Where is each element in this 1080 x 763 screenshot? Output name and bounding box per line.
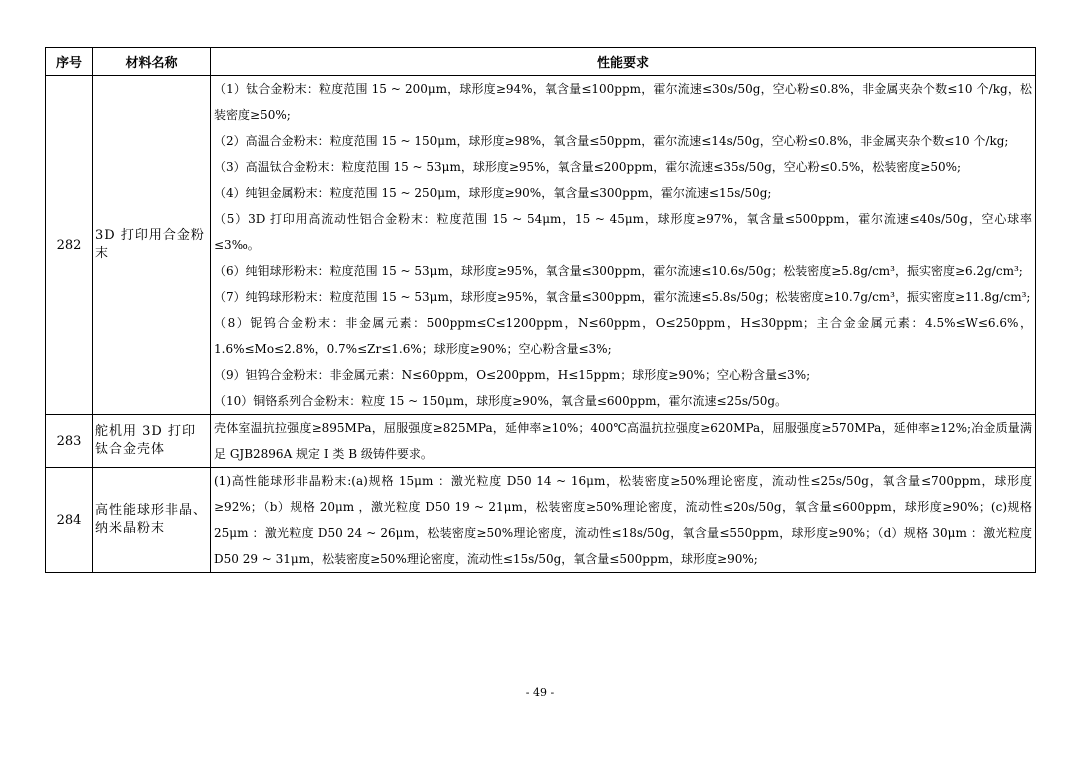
requirements-cell xyxy=(211,468,1036,573)
requirement-item: （5）3D 打印用高流动性铝合金粉末：粒度范围 15 ~ 54μm，15 ~ 45μm，球形度≥97%，氧含量≤500ppm，霍尔流速≤40s/50g，空心球率≤3‰。 xyxy=(214,212,1032,252)
header-no: 序号 xyxy=(46,48,93,76)
requirement-item: （9）钽钨合金粉末：非金属元素：N≤60ppm，O≤200ppm，H≤15ppm；球形度≥90%；空心粉含量≤3%; xyxy=(214,368,811,382)
requirement-item: （10）铜铬系列合金粉末：粒度 15 ~ 150μm，球形度≥90%，氧含量≤600ppm，霍尔流速≤25s/50g。 xyxy=(214,394,788,408)
requirement-item: （1）钛合金粉末：粒度范围 15 ~ 200μm，球形度≥94%，氧含量≤100ppm，霍尔流速≤30s/50g，空心粉≤0.8%，非金属夹杂个数≤10 个/kg，松装密度≥50%; xyxy=(214,82,1032,122)
row-number: 284 xyxy=(46,468,93,573)
header-material-name: 材料名称 xyxy=(93,48,211,76)
requirements-cell xyxy=(211,76,1036,415)
requirement-item: 壳体室温抗拉强度≥895MPa，屈服强度≥825MPa，延伸率≥10%；400℃高温抗拉强度≥620MPa，屈服强度≥570MPa，延伸率≥12%;冶金质量满足 GJB2896A 规定 I 类 B 级铸件要求。 xyxy=(214,421,1032,461)
material-name: 舵机用 3D 打印钛合金壳体 xyxy=(93,415,211,468)
requirement-item: (1)高性能球形非晶粉末:(a)规格 15μm ：激光粒度 D50 14 ~ 16μm，松装密度≥50%理论密度，流动性≤25s/50g，氧含量≤700ppm，球形度≥92%；（b）规格 20μm ，激光粒度 D50 19 ~ 21μm，松装密度≥50%理论密度，流动性≤20s/50g，氧含量≤600ppm，球形度≥90%；(c)规格 25μm ：激光粒度 D50 24 ~ 26μm，松装密度≥50%理论密度，流动性≤18s/50g，氧含量≤550ppm，球形度≥90%；（d）规格 30μm ：激光粒度 D50 29 ~ 31μm，松装密度≥50%理论密度，流动性≤15s/50g，氧含量≤500ppm，球形度≥90%; xyxy=(214,474,1032,566)
table-row-282 xyxy=(46,76,1036,415)
requirement-item: （6）纯钼球形粉末：粒度范围 15 ~ 53μm，球形度≥95%，氧含量≤300ppm，霍尔流速≤10.6s/50g；松装密度≥5.8g/cm³，振实密度≥6.2g/cm³; xyxy=(214,264,1023,278)
row-number: 282 xyxy=(46,76,93,415)
header-requirements: 性能要求 xyxy=(211,48,1036,76)
requirement-item: （2）高温合金粉末：粒度范围 15 ~ 150μm，球形度≥98%，氧含量≤50ppm，霍尔流速≤14s/50g，空心粉≤0.8%，非金属夹杂个数≤10 个/kg; xyxy=(214,134,1009,148)
requirements-cell xyxy=(211,415,1036,468)
table-header-row xyxy=(46,48,1036,76)
materials-spec-table xyxy=(45,47,1036,573)
table-row-283 xyxy=(46,415,1036,468)
requirement-item: （8）铌钨合金粉末：非金属元素：500ppm≤C≤1200ppm，N≤60ppm，O≤250ppm，H≤30ppm；主合金金属元素：4.5%≤W≤6.6%，1.6%≤Mo≤2.8%，0.7%≤Zr≤1.6%；球形度≥90%；空心粉含量≤3%; xyxy=(214,316,1032,356)
table-row-284 xyxy=(46,468,1036,573)
requirement-item: （7）纯钨球形粉末：粒度范围 15 ~ 53μm，球形度≥95%，氧含量≤300ppm，霍尔流速≤5.8s/50g；松装密度≥10.7g/cm³，振实密度≥11.8g/cm³; xyxy=(214,290,1031,304)
row-number: 283 xyxy=(46,415,93,468)
requirement-item: （4）纯钽金属粉末：粒度范围 15 ~ 250μm，球形度≥90%，氧含量≤300ppm，霍尔流速≤15s/50g; xyxy=(214,186,772,200)
material-name: 3D 打印用合金粉末 xyxy=(93,76,211,415)
material-name: 高性能球形非晶、纳米晶粉末 xyxy=(93,468,211,573)
requirement-item: （3）高温钛合金粉末：粒度范围 15 ~ 53μm，球形度≥95%，氧含量≤200ppm，霍尔流速≤35s/50g，空心粉≤0.5%，松装密度≥50%; xyxy=(214,160,962,174)
page-number: - 49 - xyxy=(525,686,555,699)
